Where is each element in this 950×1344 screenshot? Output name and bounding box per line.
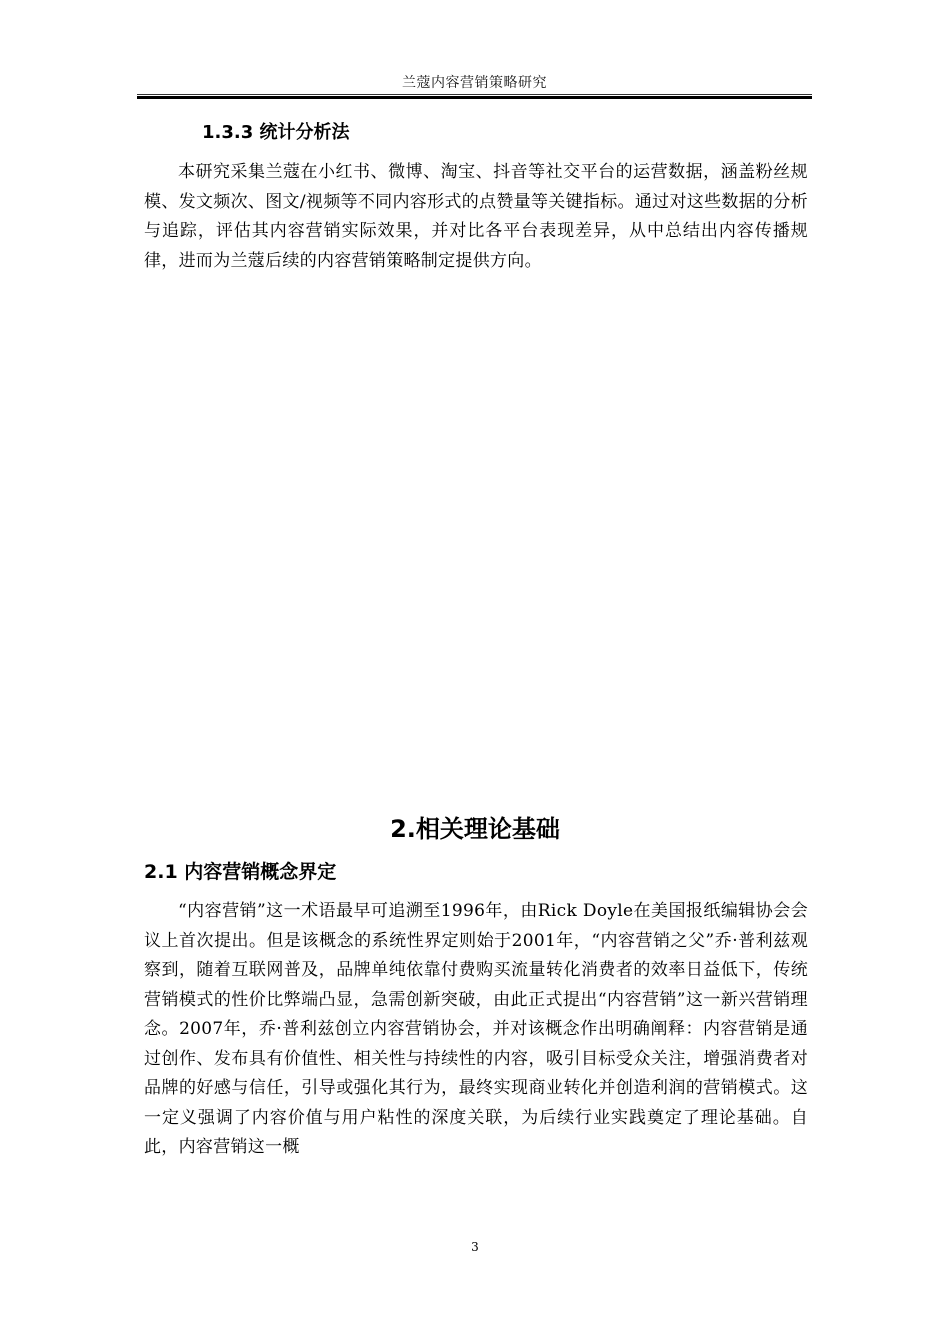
header-rule-divider <box>137 94 812 99</box>
section-heading-2-1: 2.1 内容营销概念界定 <box>144 861 337 883</box>
section-1-3-3-paragraph: 本研究采集兰蔻在小红书、微博、淘宝、抖音等社交平台的运营数据，涵盖粉丝规模、发文频次、图文/视频等不同内容形式的点赞量等关键指标。通过对这些数据的分析与追踪，评估其内容营销实际效果，并对比各平台表现差异，从中总结出内容传播规律，进而为兰蔻后续的内容营销策略制定提供方向。 <box>144 162 808 271</box>
header-rule-thick-line <box>137 96 812 99</box>
page-number: 3 <box>471 1240 479 1254</box>
section-heading-1-3-3: 1.3.3 统计分析法 <box>202 122 350 143</box>
running-header-title: 兰蔻内容营销策略研究 <box>402 75 547 91</box>
header-rule-thin-line <box>137 94 812 95</box>
chapter-2-title: 2.相关理论基础 <box>390 815 560 843</box>
section-2-1-paragraph: “内容营销”这一术语最早可追溯至1996年，由Rick Doyle在美国报纸编辑协会会议上首次提出。但是该概念的系统性界定则始于2001年，“内容营销之父”乔·普利兹观察到，随着互联网普及，品牌单纯依靠付费购买流量转化消费者的效率日益低下，传统营销模式的性价比弊端凸显，急需创新突破，由此正式提出“内容营销”这一新兴营销理念。2007年，乔·普利兹创立内容营销协会，并对该概念作出明确阐释：内容营销是通过创作、发布具有价值性、相关性与持续性的内容，吸引目标受众关注，增强消费者对品牌的好感与信任，引导或强化其行为，最终实现商业转化并创造利润的营销模式。这一定义强调了内容价值与用户粘性的深度关联，为后续行业实践奠定了理论基础。自此，内容营销这一概 <box>144 901 808 1157</box>
